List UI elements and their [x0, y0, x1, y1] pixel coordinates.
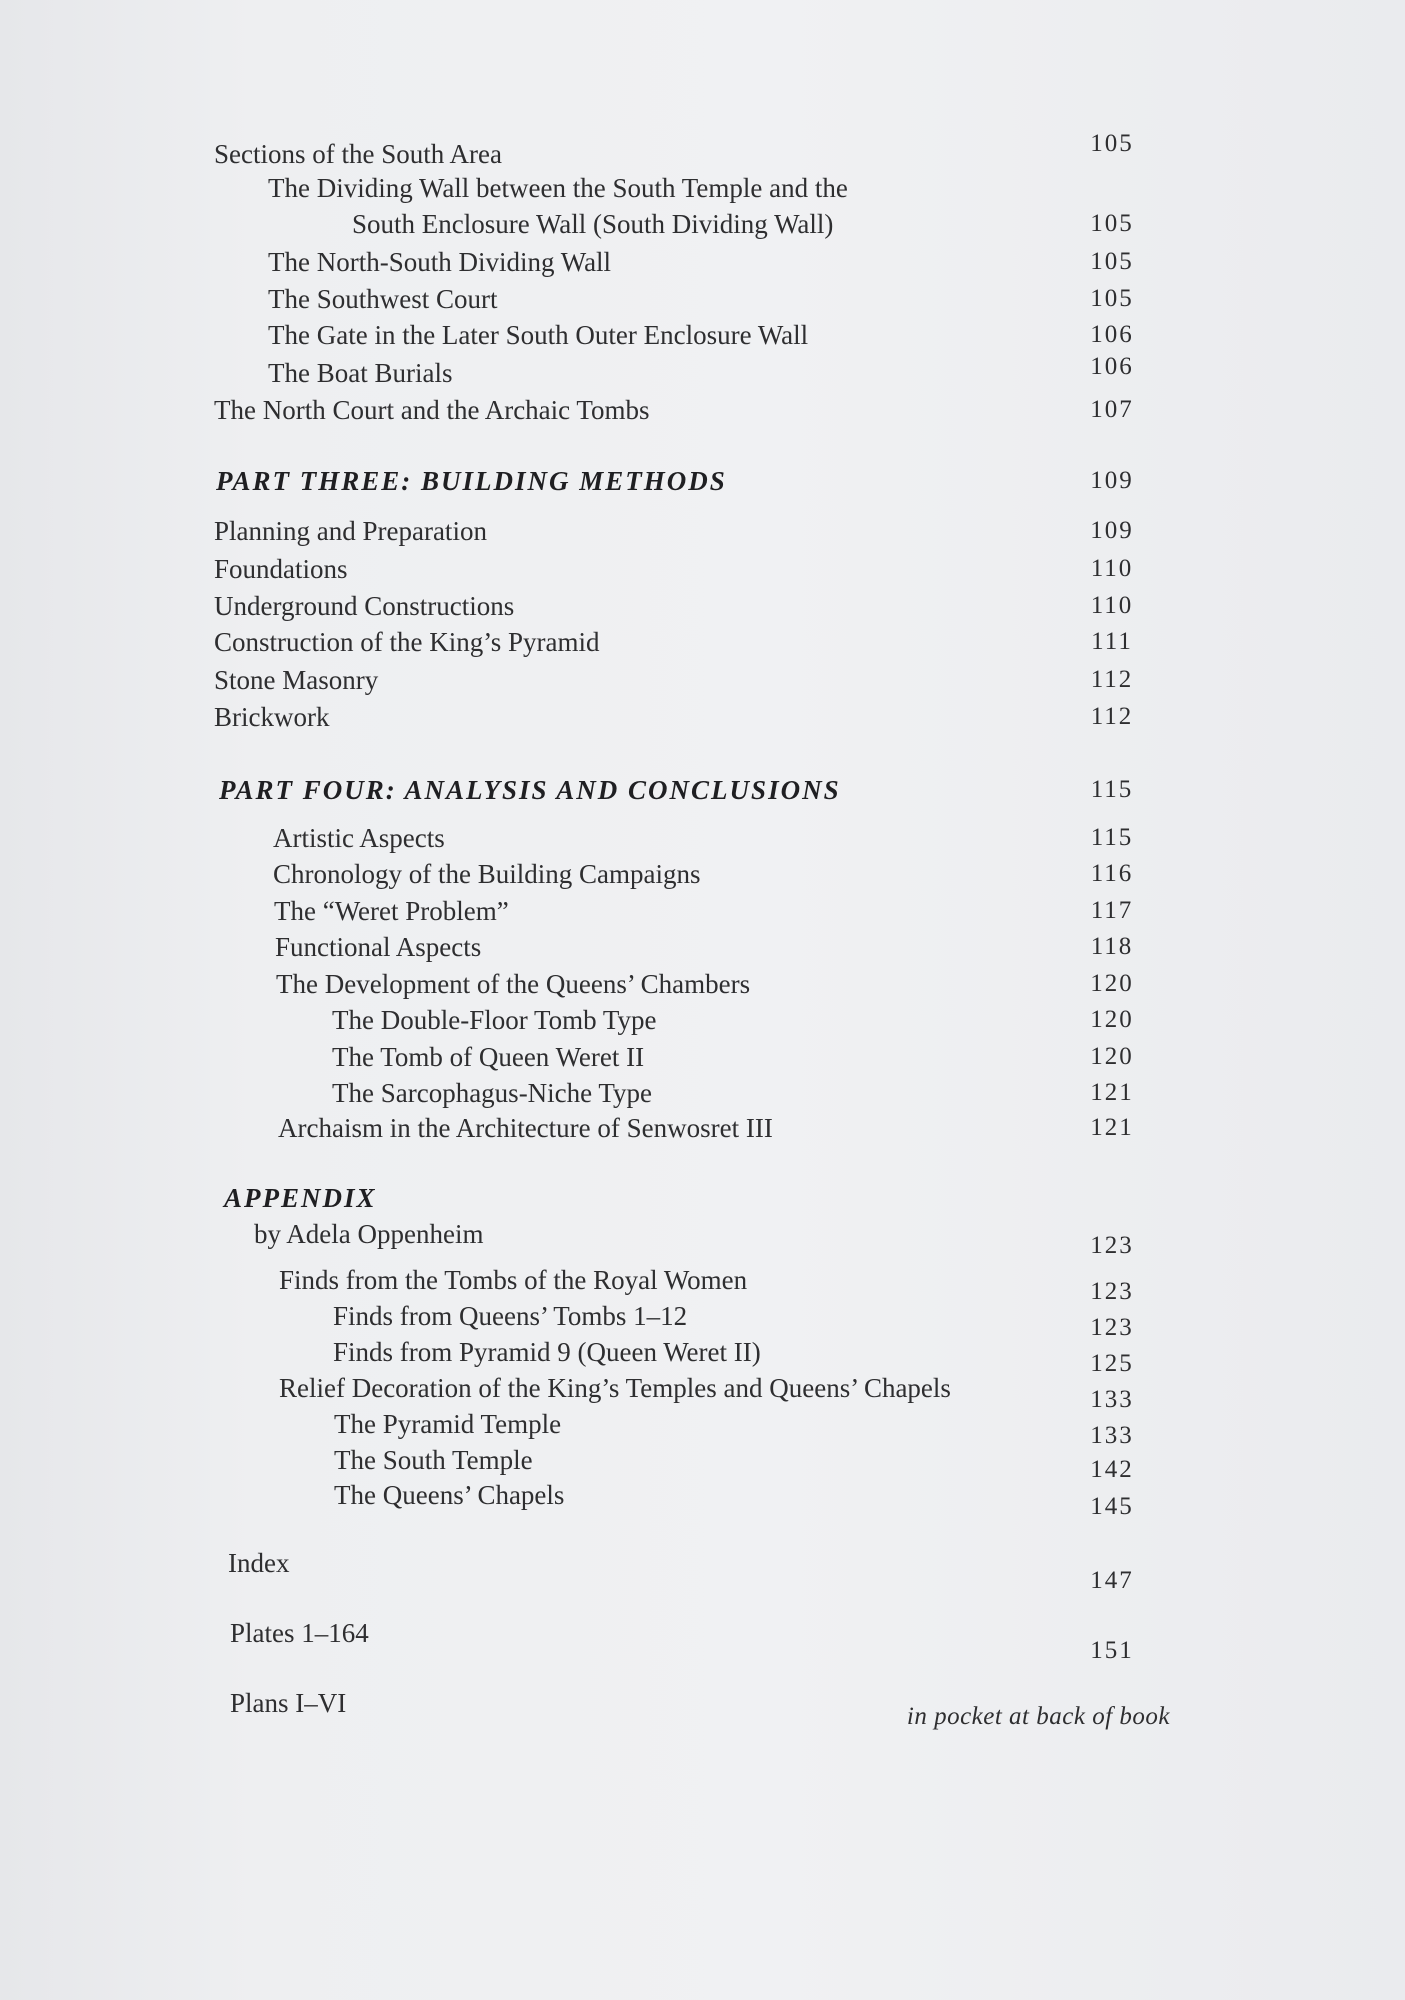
- toc-entry-title: Relief Decoration of the King’s Temples and Queens’ Chapels: [279, 1373, 951, 1403]
- toc-entry-title: Stone Masonry: [214, 665, 379, 695]
- toc-entry-title: Archaism in the Architecture of Senwosret III: [278, 1113, 773, 1143]
- toc-entry-page: 106: [1090, 321, 1134, 348]
- toc-entry: [0, 820, 1405, 860]
- toc-entry: [0, 513, 1405, 553]
- toc-entry-page: 133: [1090, 1386, 1134, 1413]
- toc-entry: [0, 1075, 1405, 1115]
- toc-entry: [0, 244, 1405, 284]
- toc-entry-title: The Double-Floor Tomb Type: [332, 1005, 657, 1035]
- toc-entry-title: The Development of the Queens’ Chambers: [276, 969, 751, 999]
- toc-entry-title: Finds from Pyramid 9 (Queen Weret II): [333, 1337, 761, 1367]
- toc-entry: [0, 1685, 1405, 1730]
- toc-entry: [0, 281, 1405, 321]
- toc-entry-page: 115: [1090, 824, 1134, 851]
- toc-entry-title: Finds from Queens’ Tombs 1–12: [333, 1301, 688, 1331]
- toc-entry: [0, 699, 1405, 739]
- toc-entry-page: 120: [1090, 1006, 1134, 1033]
- toc-entry-page: 105: [1090, 285, 1134, 312]
- toc-entry: [0, 893, 1405, 933]
- toc-entry: [0, 1334, 1405, 1377]
- toc-entry-page: 107: [1090, 396, 1134, 423]
- toc-entry-title: The South Temple: [334, 1445, 533, 1475]
- toc-entry-page: 106: [1090, 353, 1134, 380]
- toc-entry-page: 110: [1090, 592, 1134, 619]
- toc-entry-page: 142: [1090, 1456, 1134, 1483]
- toc-entry-page: 145: [1090, 1493, 1134, 1520]
- toc-entry-page: 133: [1090, 1422, 1134, 1449]
- toc-entry-title: The Queens’ Chapels: [334, 1480, 565, 1510]
- toc-entry-page: 151: [1090, 1637, 1134, 1664]
- toc-entry-title: The Tomb of Queen Weret II: [332, 1042, 645, 1072]
- toc-entry-title: Planning and Preparation: [214, 516, 487, 546]
- toc-entry-title: Plans I–VI: [230, 1688, 347, 1718]
- toc-entry-page: 120: [1090, 1043, 1134, 1070]
- toc-entry-page: 109: [1090, 517, 1134, 544]
- toc-entry-title: The North-South Dividing Wall: [268, 247, 612, 277]
- toc-entry-page: 123: [1090, 1232, 1134, 1259]
- toc-entry: [0, 624, 1405, 664]
- toc-entry-page: 111: [1091, 628, 1133, 655]
- toc-entry-page: 147: [1090, 1567, 1134, 1594]
- toc-entry: [0, 1110, 1405, 1150]
- toc-entry-page: 117: [1090, 897, 1134, 924]
- toc-entry: [0, 392, 1405, 432]
- toc-entry-title: Functional Aspects: [275, 932, 482, 962]
- toc-entry-title: by Adela Oppenheim: [254, 1219, 484, 1249]
- toc-entry-page-note: in pocket at back of book: [906, 1703, 1170, 1730]
- toc-entry-page: 123: [1090, 1278, 1134, 1305]
- toc-entry-title: Chronology of the Building Campaigns: [273, 859, 701, 889]
- toc-entry: [0, 1002, 1405, 1042]
- toc-entry-title: The Boat Burials: [268, 358, 453, 388]
- toc-entry-title: The Dividing Wall between the South Temple and the: [268, 173, 848, 203]
- toc-entry-title: Underground Constructions: [214, 591, 515, 621]
- toc-entry: [0, 1406, 1405, 1449]
- toc-entry-title: Sections of the South Area: [214, 139, 502, 169]
- toc-entry: [0, 355, 1405, 395]
- toc-entry: [0, 1262, 1405, 1305]
- toc-entry-title: The North Court and the Archaic Tombs: [214, 395, 650, 425]
- toc-entry-page: 105: [1090, 248, 1134, 275]
- toc-entry-page: 105: [1090, 130, 1134, 157]
- toc-entry: [0, 206, 1405, 246]
- toc-entry: [0, 1039, 1405, 1079]
- toc-entry: [0, 966, 1405, 1006]
- toc-entry-title: Brickwork: [214, 702, 330, 732]
- toc-entry: [0, 588, 1405, 628]
- toc-entry: [0, 662, 1405, 702]
- toc-entry-title: The “Weret Problem”: [274, 896, 509, 926]
- toc-entry-page: 123: [1090, 1314, 1134, 1341]
- toc-entry-title: South Enclosure Wall (South Dividing Wall): [352, 209, 834, 239]
- toc-part-heading: [0, 1180, 1405, 1220]
- toc-entry: [0, 1298, 1405, 1341]
- toc-entry: [0, 1615, 1405, 1664]
- toc-entry-page: 110: [1090, 555, 1134, 582]
- toc-entry-page: 112: [1090, 666, 1134, 693]
- toc-entry-page: 125: [1090, 1350, 1134, 1377]
- toc-entry: [0, 1545, 1405, 1594]
- toc-entry: [0, 1477, 1405, 1520]
- toc-part-title: PART THREE: BUILDING METHODS: [216, 466, 727, 496]
- toc-entry-title: The Gate in the Later South Outer Enclosure Wall: [268, 320, 809, 350]
- toc-entry-title: The Pyramid Temple: [334, 1409, 562, 1439]
- toc-entry-title: Finds from the Tombs of the Royal Women: [279, 1265, 748, 1295]
- toc-part-heading: [0, 463, 1405, 503]
- toc-entry-page: 105: [1090, 210, 1134, 237]
- toc-entry: [0, 1442, 1405, 1482]
- toc-entry-page: 116: [1090, 860, 1134, 887]
- toc-entry-page: 118: [1090, 933, 1134, 960]
- toc-entry: [0, 1370, 1405, 1413]
- toc-entry: [0, 170, 1405, 210]
- toc-entry-page: 121: [1090, 1114, 1134, 1141]
- toc-entry: [0, 551, 1405, 591]
- toc-entry-title: Plates 1–164: [230, 1618, 369, 1648]
- toc-entry-page: 115: [1090, 776, 1134, 803]
- toc-entry: [0, 856, 1405, 896]
- toc-entry-page: 112: [1090, 703, 1134, 730]
- toc-entry-page: 109: [1090, 467, 1134, 494]
- toc-entry-page: 121: [1090, 1079, 1134, 1106]
- toc-entry-title: The Sarcophagus-Niche Type: [332, 1078, 653, 1108]
- toc-part-heading: [0, 772, 1405, 812]
- toc-entry-title: Index: [228, 1548, 290, 1578]
- toc-entry-page: 120: [1090, 970, 1134, 997]
- toc-entry-title: Construction of the King’s Pyramid: [214, 627, 600, 657]
- toc-entry-title: Artistic Aspects: [273, 823, 445, 853]
- toc-part-title: APPENDIX: [224, 1183, 377, 1213]
- toc-entry-title: Foundations: [214, 554, 348, 584]
- toc-entry: [0, 929, 1405, 969]
- toc-part-title: PART FOUR: ANALYSIS AND CONCLUSIONS: [219, 775, 841, 805]
- toc-entry-title: The Southwest Court: [268, 284, 498, 314]
- toc-entry: [0, 317, 1405, 357]
- toc-entry: [0, 1216, 1405, 1259]
